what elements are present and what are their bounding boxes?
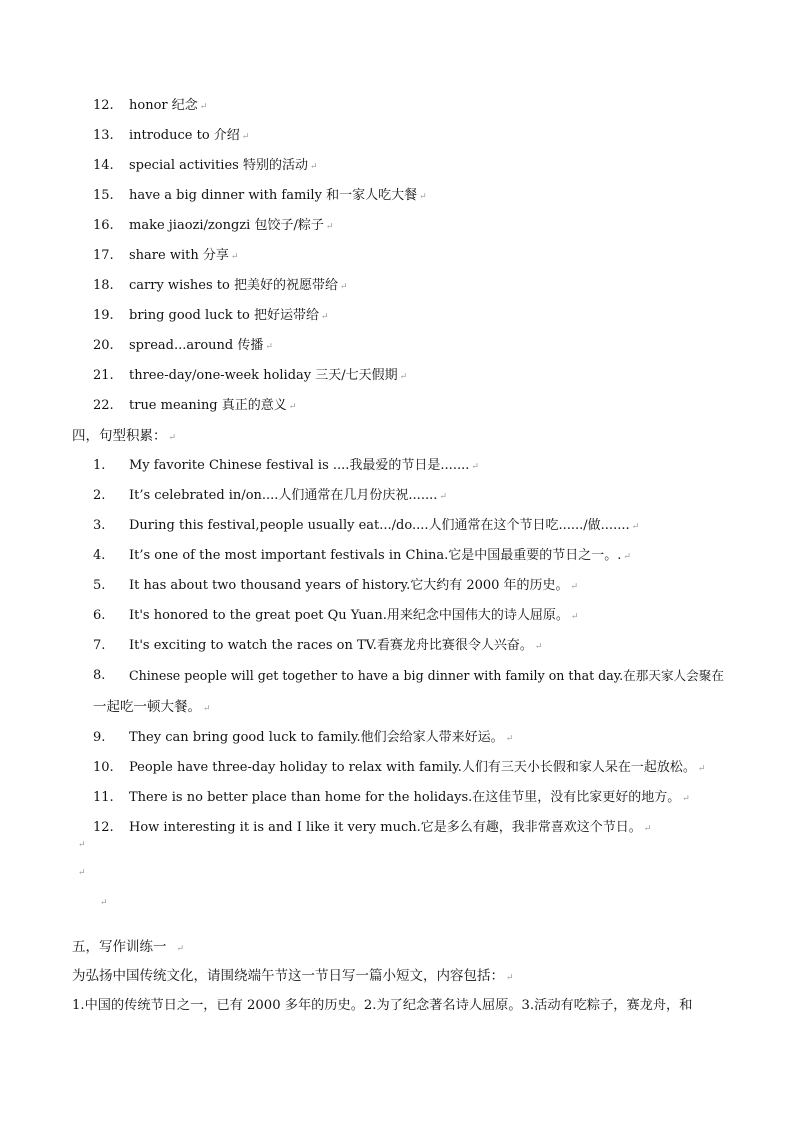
item-number: 6. — [93, 608, 106, 623]
item-number: 9. — [93, 730, 106, 745]
item-text: true meaning 真正的意义 ↵ — [129, 398, 297, 413]
item-text: three-day/one-week holiday 三天/七天假期 ↵ — [129, 368, 408, 383]
item-number: 3. — [93, 518, 106, 533]
paragraph-mark: ↵ — [265, 342, 273, 352]
paragraph-mark: ↵ — [682, 794, 690, 804]
item-text: They can bring good luck to family.他们会给家人带来好运。 ↵ — [129, 730, 514, 745]
paragraph-mark: ↵ — [288, 402, 297, 412]
empty-paragraph-mark: ↵ — [78, 868, 86, 878]
item-number: 18. — [93, 278, 114, 293]
paragraph-mark: ↵ — [241, 132, 250, 142]
item-text: It has about two thousand years of history.它大约有 2000 年的历史。 ↵ — [129, 578, 579, 593]
item-text: During this festival,people usually eat.../do....人们通常在这个节日吃....../做....... ↵ — [129, 518, 640, 533]
item-text: Chinese people will get together to have a big dinner with family on that day.在那天家人会聚在 — [129, 668, 724, 683]
paragraph-mark: ↵ — [570, 582, 579, 592]
item-text: honor 纪念 ↵ — [129, 98, 208, 113]
paragraph-mark: ↵ — [419, 192, 427, 202]
item-number: 4. — [93, 548, 106, 563]
item-text: It’s celebrated in/on....人们通常在几月份庆祝....... ↵ — [129, 488, 447, 503]
paragraph-mark: ↵ — [168, 433, 177, 443]
writing-prompt-intro: 为弘扬中国传统文化，请围绕端午节这一节日写一篇小短文，内容包括： ↵ — [72, 968, 514, 984]
empty-paragraph-mark: ↵ — [78, 840, 86, 850]
item-number: 7. — [93, 638, 106, 653]
item-number: 19. — [93, 308, 114, 323]
item-text: How interesting it is and I like it very much.它是多么有趣，我非常喜欢这个节日。 ↵ — [129, 820, 652, 835]
item-number: 22. — [93, 398, 114, 413]
item-number: 8. — [93, 668, 106, 683]
item-text: special activities 特别的活动 ↵ — [129, 158, 318, 173]
paragraph-mark: ↵ — [631, 522, 640, 532]
paragraph-mark: ↵ — [623, 552, 631, 562]
item-text: There is no better place than home for the holidays.在这佳节里，没有比家更好的地方。 ↵ — [129, 790, 690, 805]
item-number: 16. — [93, 218, 114, 233]
item-text: It's honored to the great poet Qu Yuan.用来纪念中国伟大的诗人屈原。 ↵ — [129, 608, 579, 623]
item-number: 12. — [93, 820, 114, 835]
empty-paragraph-mark: ↵ — [100, 898, 108, 908]
item-text: carry wishes to 把美好的祝愿带给 ↵ — [129, 278, 348, 293]
paragraph-mark: ↵ — [203, 704, 211, 714]
paragraph-mark: ↵ — [339, 282, 348, 292]
item-text: People have three-day holiday to relax with family.人们有三天小长假和家人呆在一起放松。 ↵ — [129, 760, 706, 775]
paragraph-mark: ↵ — [320, 312, 329, 322]
paragraph-mark: ↵ — [570, 612, 579, 622]
section-heading: 四，句型积累： ↵ — [72, 428, 177, 444]
item-text: introduce to 介绍 ↵ — [129, 128, 250, 143]
item-number: 11. — [93, 790, 114, 805]
item-number: 10. — [93, 760, 114, 775]
paragraph-mark: ↵ — [697, 764, 706, 774]
item-text: bring good luck to 把好运带给 ↵ — [129, 308, 329, 323]
item-number: 21. — [93, 368, 114, 383]
paragraph-mark: ↵ — [534, 642, 543, 652]
item-text: have a big dinner with family 和一家人吃大餐 ↵ — [129, 188, 427, 203]
item-text: It's exciting to watch the races on TV.看赛龙舟比赛很令人兴奋。 ↵ — [129, 638, 543, 653]
item-text: spread...around 传播 ↵ — [129, 338, 273, 353]
paragraph-mark: ↵ — [643, 824, 652, 834]
paragraph-mark: ↵ — [505, 734, 514, 744]
paragraph-mark: ↵ — [439, 492, 447, 502]
item-text: My favorite Chinese festival is ....我最爱的节日是....... ↵ — [129, 458, 479, 473]
item-text: make jiaozi/zongzi 包饺子/粽子 ↵ — [129, 218, 334, 233]
paragraph-mark: ↵ — [325, 222, 334, 232]
paragraph-mark: ↵ — [506, 973, 514, 983]
item-number: 1. — [93, 458, 106, 473]
paragraph-mark: ↵ — [309, 162, 318, 172]
item-number: 13. — [93, 128, 114, 143]
paragraph-mark: ↵ — [199, 102, 208, 112]
item-number: 2. — [93, 488, 106, 503]
paragraph-mark: ↵ — [471, 462, 479, 472]
section-heading: 五，写作训练一 ↵ — [72, 939, 185, 955]
sentence-continuation: 一起吃一顿大餐。 ↵ — [93, 699, 211, 715]
item-number: 20. — [93, 338, 114, 353]
paragraph-mark: ↵ — [230, 252, 239, 262]
item-number: 5. — [93, 578, 106, 593]
item-text: share with 分享 ↵ — [129, 248, 239, 263]
item-number: 12. — [93, 98, 114, 113]
item-number: 15. — [93, 188, 114, 203]
item-number: 17. — [93, 248, 114, 263]
paragraph-mark: ↵ — [399, 372, 408, 382]
writing-prompt-points: 1.中国的传统节日之一，已有 2000 多年的历史。2.为了纪念著名诗人屈原。3.活动有吃粽子，赛龙舟，和 — [72, 998, 693, 1013]
paragraph-mark: ↵ — [176, 944, 185, 954]
item-number: 14. — [93, 158, 114, 173]
item-text: It’s one of the most important festivals in China.它是中国最重要的节日之一。. ↵ — [129, 548, 631, 563]
